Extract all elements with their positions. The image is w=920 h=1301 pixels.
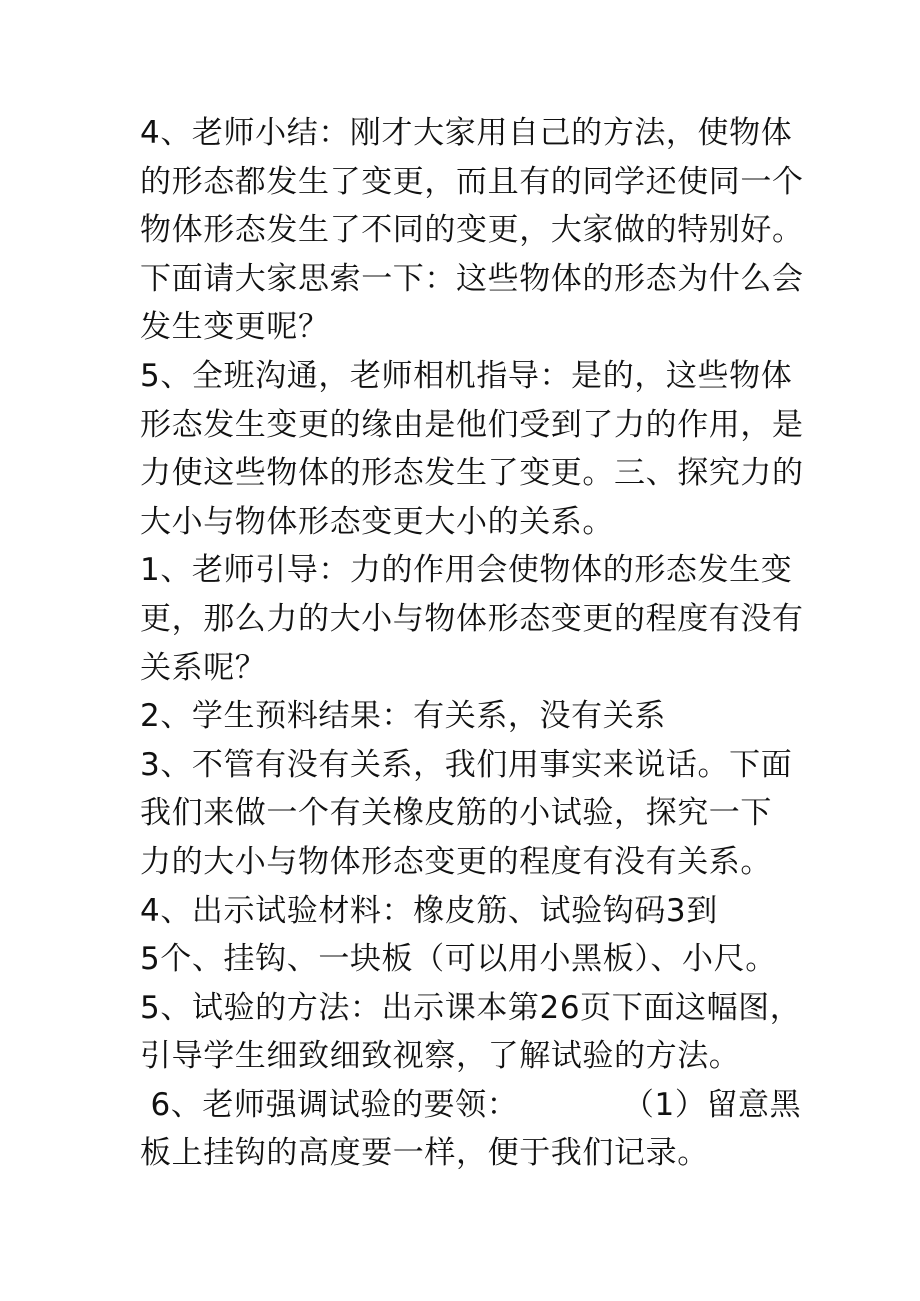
text-line: 1、老师引导：力的作用会使物体的形态发生变 bbox=[140, 552, 793, 589]
text-line: 力使这些物体的形态发生了变更。三、探究力的 bbox=[140, 455, 804, 492]
document-body bbox=[140, 109, 804, 1178]
text-line: 3、不管有没有关系，我们用事实来说话。下面 bbox=[140, 746, 793, 783]
text-line: 力的大小与物体形态变更的程度有没有关系。 bbox=[140, 843, 772, 880]
text-line: 形态发生变更的缘由是他们受到了力的作用，是 bbox=[140, 406, 804, 443]
text-line: 我们来做一个有关橡皮筋的小试验，探究一下 bbox=[140, 795, 772, 832]
text-line: 下面请大家思索一下：这些物体的形态为什么会 bbox=[140, 260, 804, 297]
text-line: 大小与物体形态变更大小的关系。 bbox=[140, 503, 614, 540]
text-line: 5个、挂钩、一块板（可以用小黑板）、小尺。 bbox=[140, 941, 777, 978]
text-line: 5、全班沟通，老师相机指导：是的，这些物体 bbox=[140, 357, 793, 394]
text-line: 关系呢？ bbox=[140, 649, 267, 686]
text-line: 引导学生细致细致视察，了解试验的方法。 bbox=[140, 1038, 741, 1075]
text-line: 5、试验的方法：出示课本第26页下面这幅图， bbox=[140, 989, 802, 1026]
text-line: 6、老师强调试验的要领： （1）留意黑 bbox=[140, 1086, 802, 1123]
text-line: 发生变更呢？ bbox=[140, 309, 330, 346]
text-line: 4、出示试验材料：橡皮筋、试验钩码3到 bbox=[140, 892, 718, 929]
text-line: 物体形态发生了不同的变更，大家做的特别好。 bbox=[140, 212, 804, 249]
text-line: 更，那么力的大小与物体形态变更的程度有没有 bbox=[140, 600, 804, 637]
text-line: 的形态都发生了变更，而且有的同学还使同一个 bbox=[140, 163, 804, 200]
text-line: 2、学生预料结果：有关系，没有关系 bbox=[140, 698, 666, 735]
text-line: 4、老师小结：刚才大家用自己的方法，使物体 bbox=[140, 115, 793, 151]
text-line: 板上挂钩的高度要一样，便于我们记录。 bbox=[140, 1135, 709, 1172]
